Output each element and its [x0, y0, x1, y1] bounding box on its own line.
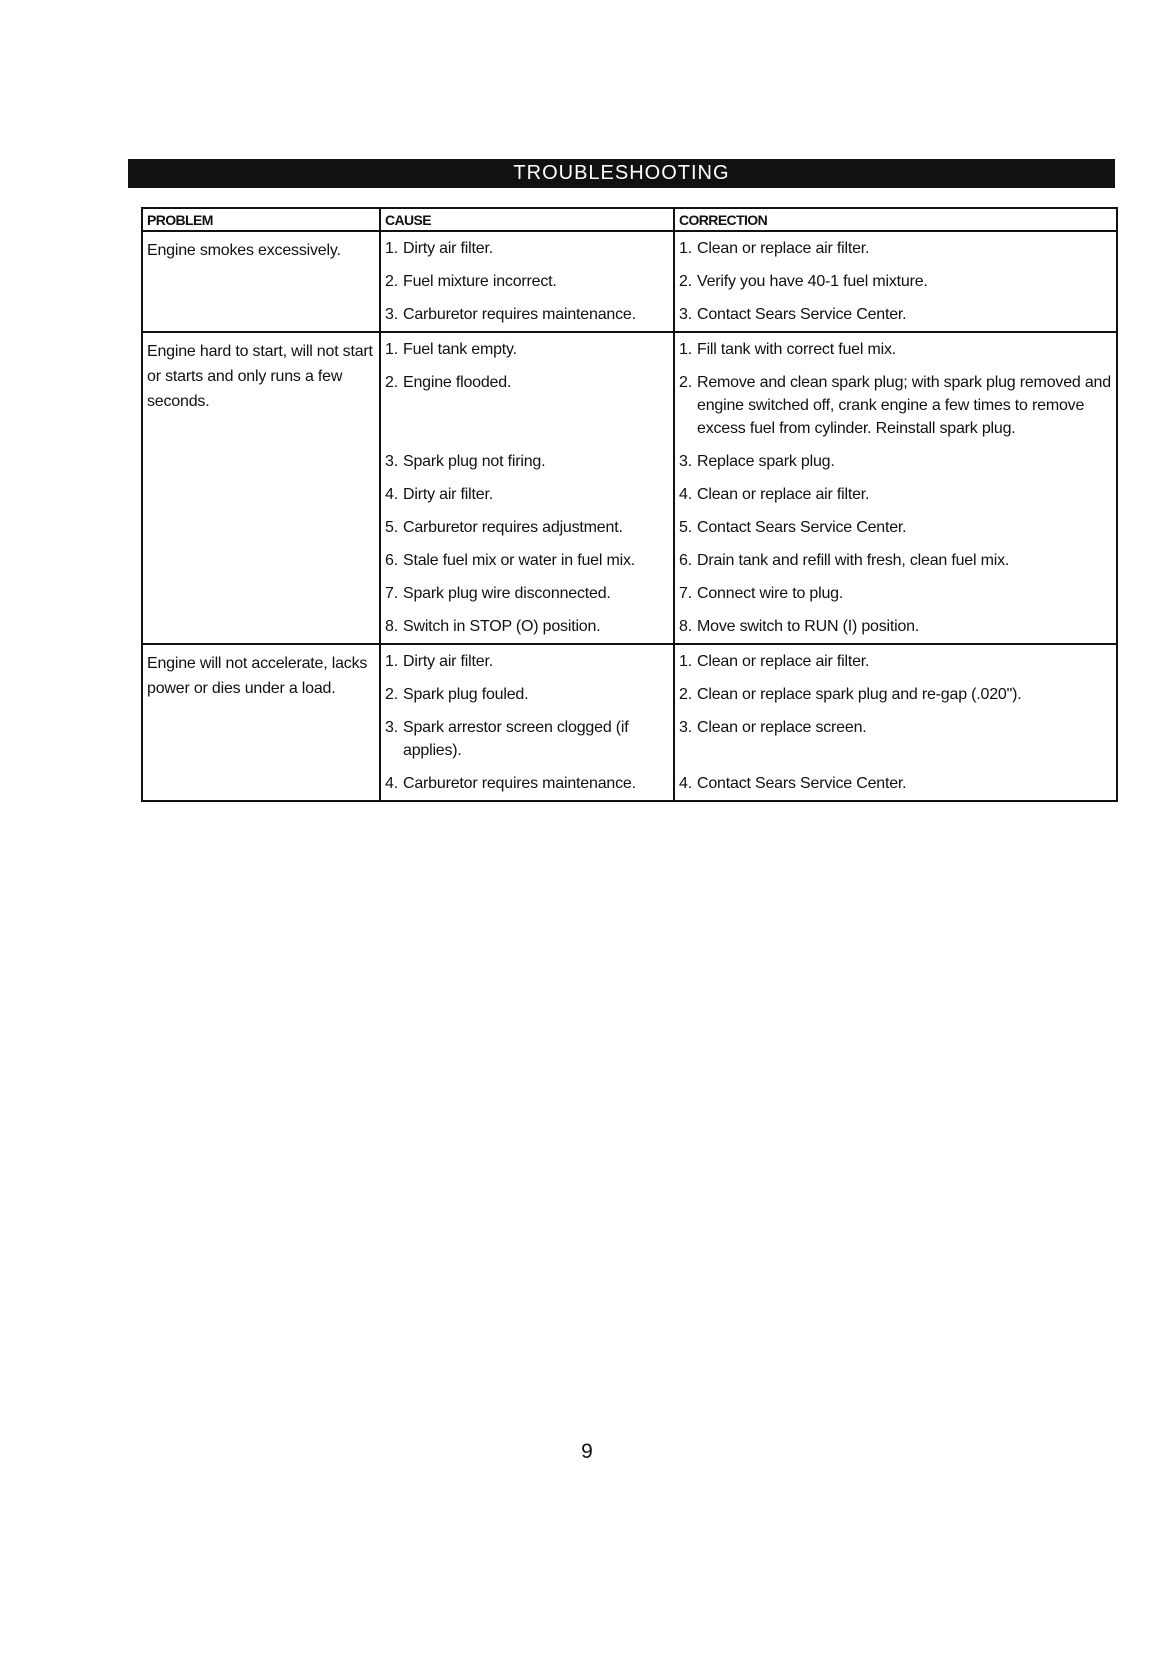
cause-item: [385, 333, 669, 366]
table-header-row: [142, 208, 1117, 231]
correction-text: Clean or replace screen.: [697, 719, 867, 736]
cause-number: 6.: [385, 552, 398, 569]
problem-cell: Engine hard to start, will not start or starts and only runs a few seconds.: [142, 332, 380, 644]
correction-item: [679, 610, 1112, 643]
section-title: TROUBLESHOOTING: [128, 159, 1115, 188]
correction-cell: [674, 231, 1117, 332]
cause-item: [385, 610, 669, 643]
cause-item: [385, 478, 669, 511]
correction-number: 2.: [679, 374, 692, 391]
cause-item: [385, 711, 669, 767]
cause-number: 1.: [385, 240, 398, 257]
cause-text: Carburetor requires maintenance.: [403, 775, 636, 792]
troubleshooting-table: [141, 207, 1118, 802]
table-row: [142, 332, 1117, 644]
problem-cell: Engine will not accelerate, lacks power or dies under a load.: [142, 644, 380, 801]
cause-number: 1.: [385, 653, 398, 670]
correction-text: Contact Sears Service Center.: [697, 306, 907, 323]
header-problem: PROBLEM: [142, 208, 380, 231]
correction-item: [679, 767, 1112, 800]
correction-text: Contact Sears Service Center.: [697, 775, 907, 792]
cause-item: [385, 511, 669, 544]
problem-cell: Engine smokes excessively.: [142, 231, 380, 332]
correction-item: [679, 678, 1112, 711]
correction-text: Drain tank and refill with fresh, clean fuel mix.: [697, 552, 1010, 569]
cause-number: 3.: [385, 719, 398, 736]
cause-number: 3.: [385, 453, 398, 470]
table-body: [142, 231, 1117, 801]
page-number: 9: [581, 1440, 593, 1463]
cause-number: 7.: [385, 585, 398, 602]
correction-item: [679, 366, 1112, 445]
cause-number: 3.: [385, 306, 398, 323]
correction-text: Remove and clean spark plug; with spark plug removed and engine switched off, crank engine a few times to remove excess fuel from cylinder. Reinstall spark plug.: [697, 374, 1111, 437]
cause-text: Fuel tank empty.: [403, 341, 517, 358]
cause-item: [385, 678, 669, 711]
correction-text: Clean or replace air filter.: [697, 486, 870, 503]
cause-text: Dirty air filter.: [403, 486, 493, 503]
cause-text: Engine flooded.: [403, 374, 512, 391]
correction-text: Replace spark plug.: [697, 453, 835, 470]
correction-text: Clean or replace spark plug and re-gap (.020").: [697, 686, 1022, 703]
cause-cell: [380, 644, 674, 801]
cause-item: [385, 544, 669, 577]
correction-item: [679, 265, 1112, 298]
correction-number: 5.: [679, 519, 692, 536]
cause-text: Fuel mixture incorrect.: [403, 273, 557, 290]
cause-number: 4.: [385, 486, 398, 503]
cause-text: Dirty air filter.: [403, 653, 493, 670]
cause-text: Spark plug fouled.: [403, 686, 529, 703]
correction-item: [679, 232, 1112, 265]
cause-item: [385, 298, 669, 331]
correction-number: 3.: [679, 719, 692, 736]
cause-item: [385, 767, 669, 800]
header-correction: CORRECTION: [674, 208, 1117, 231]
cause-number: 5.: [385, 519, 398, 536]
correction-number: 7.: [679, 585, 692, 602]
correction-text: Fill tank with correct fuel mix.: [697, 341, 896, 358]
correction-item: [679, 711, 1112, 767]
correction-text: Clean or replace air filter.: [697, 240, 870, 257]
correction-item: [679, 445, 1112, 478]
cause-text: Stale fuel mix or water in fuel mix.: [403, 552, 635, 569]
cause-text: Spark plug wire disconnected.: [403, 585, 611, 602]
correction-text: Contact Sears Service Center.: [697, 519, 907, 536]
table-row: [142, 231, 1117, 332]
correction-text: Move switch to RUN (I) position.: [697, 618, 920, 635]
cause-number: 8.: [385, 618, 398, 635]
correction-cell: [674, 332, 1117, 644]
correction-number: 1.: [679, 240, 692, 257]
cause-text: Spark arrestor screen clogged (if applies).: [403, 719, 629, 759]
cause-item: [385, 445, 669, 478]
correction-number: 3.: [679, 453, 692, 470]
cause-item: [385, 265, 669, 298]
correction-cell: [674, 644, 1117, 801]
correction-text: Clean or replace air filter.: [697, 653, 870, 670]
cause-text: Carburetor requires maintenance.: [403, 306, 636, 323]
correction-number: 4.: [679, 775, 692, 792]
correction-item: [679, 511, 1112, 544]
table-row: [142, 644, 1117, 801]
correction-item: [679, 333, 1112, 366]
cause-number: 2.: [385, 273, 398, 290]
cause-cell: [380, 332, 674, 644]
cause-number: 1.: [385, 341, 398, 358]
correction-number: 4.: [679, 486, 692, 503]
cause-item: [385, 645, 669, 678]
correction-number: 3.: [679, 306, 692, 323]
cause-text: Spark plug not firing.: [403, 453, 546, 470]
correction-item: [679, 577, 1112, 610]
cause-cell: [380, 231, 674, 332]
correction-item: [679, 544, 1112, 577]
header-cause: CAUSE: [380, 208, 674, 231]
cause-number: 2.: [385, 374, 398, 391]
correction-number: 6.: [679, 552, 692, 569]
correction-text: Verify you have 40-1 fuel mixture.: [697, 273, 928, 290]
cause-item: [385, 366, 669, 445]
cause-text: Switch in STOP (O) position.: [403, 618, 601, 635]
correction-item: [679, 298, 1112, 331]
correction-item: [679, 645, 1112, 678]
cause-text: Carburetor requires adjustment.: [403, 519, 623, 536]
correction-text: Connect wire to plug.: [697, 585, 844, 602]
cause-number: 4.: [385, 775, 398, 792]
correction-number: 2.: [679, 686, 692, 703]
cause-number: 2.: [385, 686, 398, 703]
correction-number: 1.: [679, 341, 692, 358]
cause-text: Dirty air filter.: [403, 240, 493, 257]
correction-item: [679, 478, 1112, 511]
cause-item: [385, 577, 669, 610]
correction-number: 1.: [679, 653, 692, 670]
correction-number: 8.: [679, 618, 692, 635]
cause-item: [385, 232, 669, 265]
correction-number: 2.: [679, 273, 692, 290]
